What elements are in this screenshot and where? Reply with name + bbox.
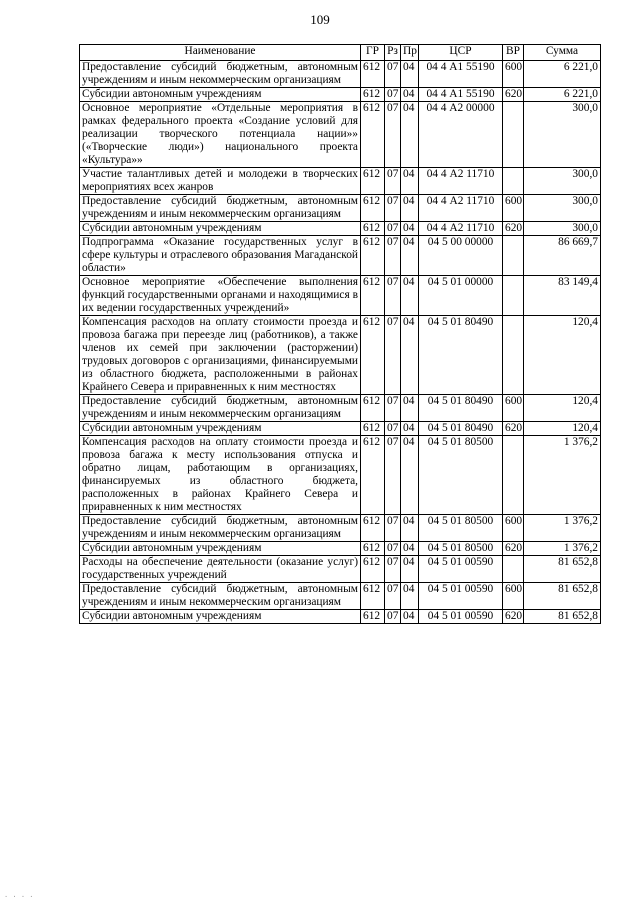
cell-sum: 120,4	[524, 316, 601, 395]
cell-name: Предоставление субсидий бюджетным, автономным учреждениям и иным некоммерческим организациям	[80, 395, 361, 422]
cell-name: Предоставление субсидий бюджетным, автономным учреждениям и иным некоммерческим организациям	[80, 515, 361, 542]
cell-csr: 04 5 00 00000	[419, 236, 503, 276]
cell-pr: 04	[401, 395, 419, 422]
cell-name: Основное мероприятие «Обеспечение выполнения функций государственными органами и находящимися в их ведении государственных учреждений»	[80, 276, 361, 316]
cell-csr: 04 5 01 00000	[419, 276, 503, 316]
cell-gr: 612	[361, 436, 385, 515]
table-row	[80, 610, 601, 624]
cell-vr: 600	[503, 395, 524, 422]
cell-pr: 04	[401, 236, 419, 276]
cell-name: Основное мероприятие «Отдельные мероприятия в рамках федерального проекта «Создание условий для реализации творческого потенциала нации»» («Творческие люди») национального проекта «Культура»»	[80, 102, 361, 168]
cell-rz: 07	[385, 583, 401, 610]
cell-rz: 07	[385, 168, 401, 195]
cell-gr: 612	[361, 195, 385, 222]
cell-csr: 04 4 А2 11710	[419, 222, 503, 236]
budget-table	[79, 44, 601, 624]
cell-sum: 300,0	[524, 168, 601, 195]
cell-rz: 07	[385, 102, 401, 168]
cell-pr: 04	[401, 436, 419, 515]
cell-gr: 612	[361, 88, 385, 102]
cell-sum: 83 149,4	[524, 276, 601, 316]
cell-pr: 04	[401, 316, 419, 395]
table-row	[80, 556, 601, 583]
table-row	[80, 168, 601, 195]
cell-pr: 04	[401, 222, 419, 236]
cell-pr: 04	[401, 542, 419, 556]
cell-vr	[503, 102, 524, 168]
cell-csr: 04 4 А2 00000	[419, 102, 503, 168]
table-header	[80, 45, 601, 61]
cell-gr: 612	[361, 61, 385, 88]
cell-pr: 04	[401, 583, 419, 610]
cell-sum: 120,4	[524, 422, 601, 436]
scan-mark: · · · ·	[4, 893, 34, 901]
cell-gr: 612	[361, 168, 385, 195]
cell-vr	[503, 168, 524, 195]
cell-name: Предоставление субсидий бюджетным, автономным учреждениям и иным некоммерческим организациям	[80, 61, 361, 88]
cell-sum: 120,4	[524, 395, 601, 422]
cell-name: Субсидии автономным учреждениям	[80, 610, 361, 624]
cell-rz: 07	[385, 61, 401, 88]
cell-pr: 04	[401, 168, 419, 195]
cell-pr: 04	[401, 102, 419, 168]
cell-csr: 04 5 01 00590	[419, 556, 503, 583]
cell-name: Субсидии автономным учреждениям	[80, 542, 361, 556]
cell-pr: 04	[401, 195, 419, 222]
cell-pr: 04	[401, 61, 419, 88]
cell-rz: 07	[385, 316, 401, 395]
table-row	[80, 195, 601, 222]
cell-pr: 04	[401, 515, 419, 542]
cell-name: Расходы на обеспечение деятельности (оказание услуг) государственных учреждений	[80, 556, 361, 583]
header-csr: ЦСР	[419, 45, 503, 61]
table-row	[80, 236, 601, 276]
cell-sum: 300,0	[524, 222, 601, 236]
header-sum: Сумма	[524, 45, 601, 61]
cell-name: Субсидии автономным учреждениям	[80, 222, 361, 236]
cell-vr	[503, 276, 524, 316]
cell-rz: 07	[385, 610, 401, 624]
cell-csr: 04 5 01 80500	[419, 515, 503, 542]
cell-sum: 300,0	[524, 195, 601, 222]
header-row	[80, 45, 601, 61]
cell-vr	[503, 436, 524, 515]
cell-csr: 04 5 01 80490	[419, 395, 503, 422]
cell-name: Компенсация расходов на оплату стоимости проезда и провоза багажа при переезде лиц (работников), а также членов их семей при заключении (расторжении) трудовых договоров с организациями, финансируемыми из областного бюджета, расположенными в районах Крайнего Севера и приравненных к ним местностях	[80, 316, 361, 395]
cell-name: Предоставление субсидий бюджетным, автономным учреждениям и иным некоммерческим организациям	[80, 195, 361, 222]
cell-sum: 1 376,2	[524, 542, 601, 556]
table-row	[80, 515, 601, 542]
cell-sum: 1 376,2	[524, 515, 601, 542]
cell-rz: 07	[385, 515, 401, 542]
cell-gr: 612	[361, 222, 385, 236]
table-row	[80, 222, 601, 236]
cell-sum: 81 652,8	[524, 610, 601, 624]
cell-rz: 07	[385, 276, 401, 316]
table-row	[80, 316, 601, 395]
cell-csr: 04 4 А1 55190	[419, 88, 503, 102]
cell-gr: 612	[361, 316, 385, 395]
cell-gr: 612	[361, 542, 385, 556]
table-row	[80, 422, 601, 436]
page-number: 109	[310, 12, 330, 27]
cell-gr: 612	[361, 422, 385, 436]
header-name: Наименование	[80, 45, 361, 61]
table-row	[80, 102, 601, 168]
cell-gr: 612	[361, 556, 385, 583]
cell-gr: 612	[361, 583, 385, 610]
cell-pr: 04	[401, 88, 419, 102]
cell-sum: 6 221,0	[524, 61, 601, 88]
cell-vr	[503, 236, 524, 276]
cell-rz: 07	[385, 542, 401, 556]
cell-sum: 81 652,8	[524, 583, 601, 610]
cell-gr: 612	[361, 515, 385, 542]
cell-sum: 81 652,8	[524, 556, 601, 583]
cell-vr: 600	[503, 61, 524, 88]
cell-rz: 07	[385, 395, 401, 422]
cell-pr: 04	[401, 276, 419, 316]
cell-sum: 86 669,7	[524, 236, 601, 276]
cell-rz: 07	[385, 195, 401, 222]
cell-name: Компенсация расходов на оплату стоимости проезда и провоза багажа к месту использования отпуска и обратно лицам, работающим в организациях, финансируемых из областного бюджета, расположенных в районах Крайнего Севера и приравненных к ним местностях	[80, 436, 361, 515]
cell-csr: 04 4 А2 11710	[419, 168, 503, 195]
table-row	[80, 542, 601, 556]
cell-csr: 04 4 А2 11710	[419, 195, 503, 222]
cell-vr: 620	[503, 222, 524, 236]
table-row	[80, 395, 601, 422]
cell-csr: 04 4 А1 55190	[419, 61, 503, 88]
cell-vr: 620	[503, 542, 524, 556]
cell-vr: 600	[503, 195, 524, 222]
cell-vr: 620	[503, 88, 524, 102]
table-row	[80, 276, 601, 316]
cell-csr: 04 5 01 00590	[419, 610, 503, 624]
cell-gr: 612	[361, 236, 385, 276]
cell-rz: 07	[385, 436, 401, 515]
cell-vr	[503, 556, 524, 583]
header-gr: ГР	[361, 45, 385, 61]
cell-csr: 04 5 01 80490	[419, 422, 503, 436]
cell-gr: 612	[361, 276, 385, 316]
cell-rz: 07	[385, 236, 401, 276]
cell-vr: 600	[503, 583, 524, 610]
cell-vr: 600	[503, 515, 524, 542]
cell-pr: 04	[401, 422, 419, 436]
cell-name: Участие талантливых детей и молодежи в творческих мероприятиях всех жанров	[80, 168, 361, 195]
cell-rz: 07	[385, 88, 401, 102]
cell-vr: 620	[503, 610, 524, 624]
cell-gr: 612	[361, 610, 385, 624]
cell-gr: 612	[361, 102, 385, 168]
cell-sum: 300,0	[524, 102, 601, 168]
cell-name: Предоставление субсидий бюджетным, автономным учреждениям и иным некоммерческим организациям	[80, 583, 361, 610]
table-row	[80, 88, 601, 102]
cell-name: Субсидии автономным учреждениям	[80, 88, 361, 102]
cell-pr: 04	[401, 556, 419, 583]
cell-sum: 6 221,0	[524, 88, 601, 102]
cell-rz: 07	[385, 422, 401, 436]
cell-pr: 04	[401, 610, 419, 624]
cell-rz: 07	[385, 222, 401, 236]
header-pr: Пр	[401, 45, 419, 61]
table-row	[80, 61, 601, 88]
cell-gr: 612	[361, 395, 385, 422]
cell-rz: 07	[385, 556, 401, 583]
cell-csr: 04 5 01 80500	[419, 542, 503, 556]
cell-name: Субсидии автономным учреждениям	[80, 422, 361, 436]
table-body	[80, 61, 601, 624]
cell-vr: 620	[503, 422, 524, 436]
header-rz: Рз	[385, 45, 401, 61]
cell-csr: 04 5 01 00590	[419, 583, 503, 610]
header-vr: ВР	[503, 45, 524, 61]
cell-csr: 04 5 01 80500	[419, 436, 503, 515]
cell-name: Подпрограмма «Оказание государственных услуг в сфере культуры и отраслевого образования Магаданской области»	[80, 236, 361, 276]
table-row	[80, 436, 601, 515]
cell-vr	[503, 316, 524, 395]
cell-sum: 1 376,2	[524, 436, 601, 515]
table-row	[80, 583, 601, 610]
cell-csr: 04 5 01 80490	[419, 316, 503, 395]
